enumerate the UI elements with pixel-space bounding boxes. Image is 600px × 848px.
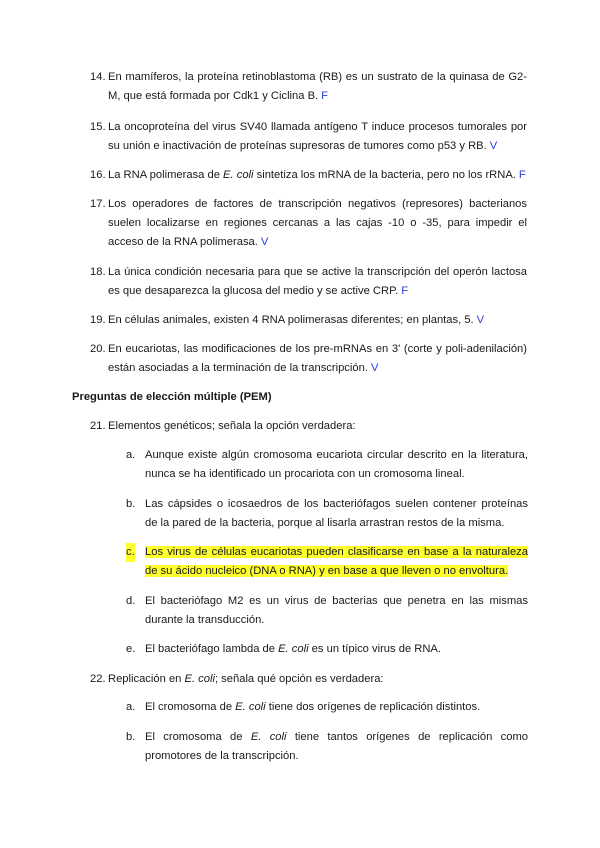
question-22 (90, 670, 527, 689)
species-name: E. coli (235, 701, 266, 713)
question-number: 14. (90, 71, 106, 83)
question-number: 16. (90, 169, 106, 181)
question-number: 19. (90, 314, 106, 326)
option-letter: d. (126, 595, 136, 607)
option-text-end: tiene dos orígenes de replicación distintos. (268, 701, 481, 713)
question-17 (90, 195, 527, 252)
question-number: 15. (90, 121, 106, 133)
question-text: La RNA polimerasa de (108, 169, 220, 181)
option-21b (126, 495, 528, 533)
question-stem-end: ; señala qué opción es verdadera: (214, 673, 384, 685)
question-20 (90, 340, 527, 378)
answer-mark: F (518, 169, 526, 181)
option-22a (126, 698, 528, 717)
question-21 (90, 417, 527, 436)
question-number: 22. (90, 673, 106, 685)
question-text: La única condición necesaria para que se active la transcripción del operón lactosa es que desaparezca la glucosa del medio y se active CRP. (108, 266, 527, 297)
question-text: En mamíferos, la proteína retinoblastoma (RB) es un sustrato de la quinasa de G2-M, que está formada por Cdk1 y Ciclina B. (108, 71, 527, 102)
question-14 (90, 68, 527, 106)
option-text: Las cápsides o icosaedros de los bacteriófagos suelen contener proteínas de la pared de la bacteria, porque al lisarla arrastran restos de la misma. (145, 498, 528, 529)
option-letter: e. (126, 643, 136, 655)
answer-mark: V (370, 362, 379, 374)
option-letter: b. (126, 498, 136, 510)
question-text: En eucariotas, las modificaciones de los pre-mRNAs en 3' (corte y poli-adenilación) están asociadas a la terminación de la transcripción. (108, 343, 527, 374)
option-text-end: tiene tantos orígenes de replicación como promotores de la transcripción. (145, 731, 528, 762)
answer-mark: V (489, 140, 498, 152)
question-number: 18. (90, 266, 106, 278)
option-letter: c. (126, 543, 135, 562)
option-letter: a. (126, 449, 136, 461)
option-text: El cromosoma de (145, 731, 243, 743)
question-stem: Replicación en (108, 673, 182, 685)
option-22b (126, 728, 528, 766)
option-text: Aunque existe algún cromosoma eucariota circular descrito en la literatura, nunca se ha identificado un procariota con un cromosoma lineal. (145, 449, 528, 480)
question-18 (90, 263, 527, 301)
question-text: En células animales, existen 4 RNA polimerasas diferentes; en plantas, 5. (108, 314, 474, 326)
option-text: El bacteriófago M2 es un virus de bacterias que penetra en las mismas durante la transducción. (145, 595, 528, 626)
option-21d (126, 592, 528, 630)
question-19 (90, 311, 527, 330)
option-21c-highlighted (126, 543, 528, 581)
species-name: E. coli (278, 643, 309, 655)
option-21e (126, 640, 528, 659)
answer-mark: F (401, 285, 409, 297)
option-text: El bacteriófago lambda de (145, 643, 275, 655)
question-number: 20. (90, 343, 106, 355)
option-letter: b. (126, 731, 136, 743)
answer-mark: V (260, 236, 269, 248)
answer-mark: F (321, 90, 329, 102)
species-name: E. coli (184, 673, 215, 685)
option-text-end: es un típico virus de RNA. (311, 643, 442, 655)
section-heading: Preguntas de elección múltiple (PEM) (72, 391, 272, 403)
question-15 (90, 118, 527, 156)
question-number: 17. (90, 198, 106, 210)
option-text: El cromosoma de (145, 701, 233, 713)
option-21a (126, 446, 528, 484)
question-16 (90, 166, 527, 185)
question-number: 21. (90, 420, 106, 432)
question-text-end: sintetiza los mRNA de la bacteria, pero no los rRNA. (256, 169, 516, 181)
question-text: La oncoproteína del virus SV40 llamada antígeno T induce procesos tumorales por su unión e inactivación de proteínas supresoras de tumores como p53 y RB. (108, 121, 527, 152)
answer-mark: V (476, 314, 485, 326)
option-letter: a. (126, 701, 136, 713)
question-stem: Elementos genéticos; señala la opción verdadera: (108, 420, 356, 432)
species-name: E. coli (250, 731, 287, 743)
question-text: Los operadores de factores de transcripción negativos (represores) bacterianos suelen localizarse en regiones cercanas a las cajas -10 o -35, para impedir el acceso de la RNA polimerasa. (108, 198, 527, 248)
species-name: E. coli (223, 169, 254, 181)
option-text: Los virus de células eucariotas pueden clasificarse en base a la naturaleza de su ácido nucleico (DNA o RNA) y en base a que lleven o no envoltura. (145, 546, 528, 577)
